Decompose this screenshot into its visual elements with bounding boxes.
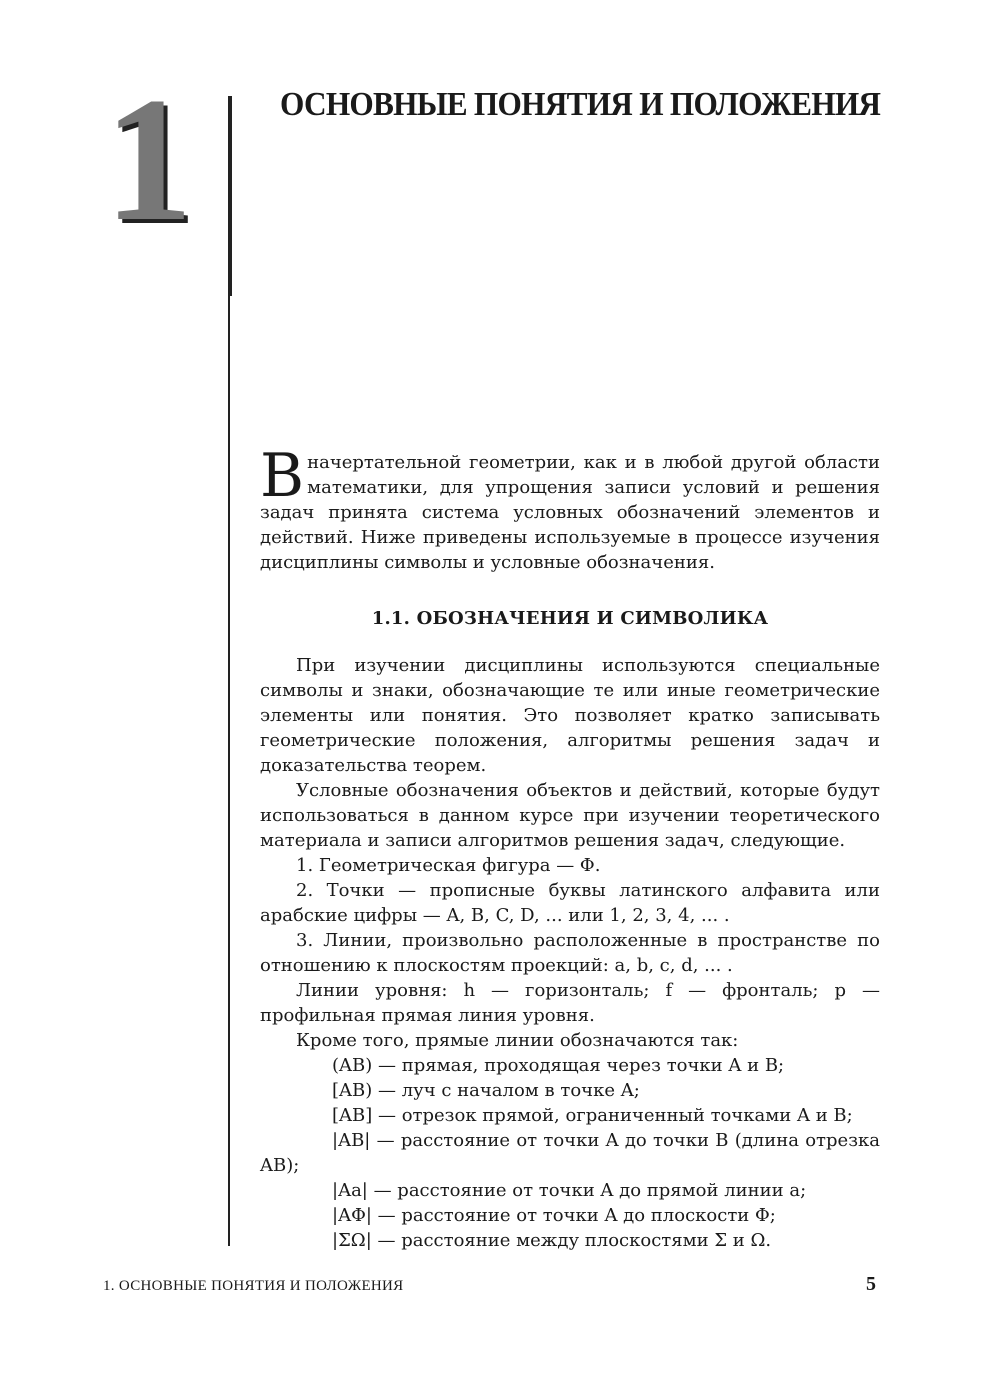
section-title: 1.1. ОБОЗНАЧЕНИЯ И СИМВОЛИКА <box>371 608 769 629</box>
vertical-rule-cap <box>228 96 232 296</box>
notation-line: (AB) — прямая, проходящая через точки A и B; <box>332 1055 785 1076</box>
notation-ray: [AB) — луч с началом в точке A; <box>332 1080 640 1101</box>
page-number: 5 <box>866 1273 876 1295</box>
list-item-2: 2. Точки — прописные буквы латинского алфавита или арабские цифры — A, B, C, D, ... или 1, 2, 3, 4, ... . <box>260 880 880 926</box>
chapter-title: ОСНОВНЫЕ ПОНЯТИЯ И ПОЛОЖЕНИЯ <box>280 86 881 123</box>
notation-distance-points: |AB| — расстояние от точки A до точки B (длина отрезка AB); <box>260 1130 880 1176</box>
lines-intro: Кроме того, прямые линии обозначаются так: <box>296 1030 739 1051</box>
running-footer-title: 1. ОСНОВНЫЕ ПОНЯТИЯ И ПОЛОЖЕНИЯ <box>103 1278 404 1294</box>
paragraph-1: При изучении дисциплины используются специальные символы и знаки, обозначающие те или иные геометрические элементы или понятия. Это позволяет кратко записывать геометрические положения, алгоритмы решения задач и доказательства теорем. <box>260 655 880 776</box>
level-lines: Линии уровня: h — горизонталь; f — фронталь; p — профильная прямая линия уровня. <box>260 980 880 1026</box>
paragraph-2: Условные обозначения объектов и действий, которые будут использоваться в данном курсе при изучении теоретического материала и записи алгоритмов решения задач, следующие. <box>260 780 880 851</box>
list-item-3: 3. Линии, произвольно расположенные в пространстве по отношению к плоскостям проекций: a, b, c, d, ... . <box>260 930 880 976</box>
list-item-1: 1. Геометрическая фигура — Φ. <box>296 855 601 876</box>
notation-segment: [AB] — отрезок прямой, ограниченный точками A и B; <box>332 1105 853 1126</box>
intro-paragraph <box>260 441 880 575</box>
notation-distance-plane: |AΦ| — расстояние от точки A до плоскости Φ; <box>332 1205 776 1226</box>
notation-distance-line: |Aa| — расстояние от точки A до прямой линии a; <box>332 1180 807 1201</box>
chapter-number: 1 <box>104 60 189 258</box>
page-content <box>260 441 880 1253</box>
intro-text: начертательной геометрии, как и в любой другой области математики, для упрощения записи условий и решения задач принята система условных обозначений элементов и действий. Ниже приведены используемые в процессе изучения дисциплины символы и условные обозначения. <box>260 452 880 573</box>
drop-cap: В <box>260 441 305 511</box>
notation-distance-planes: |ΣΩ| — расстояние между плоскостями Σ и Ω. <box>332 1230 772 1251</box>
